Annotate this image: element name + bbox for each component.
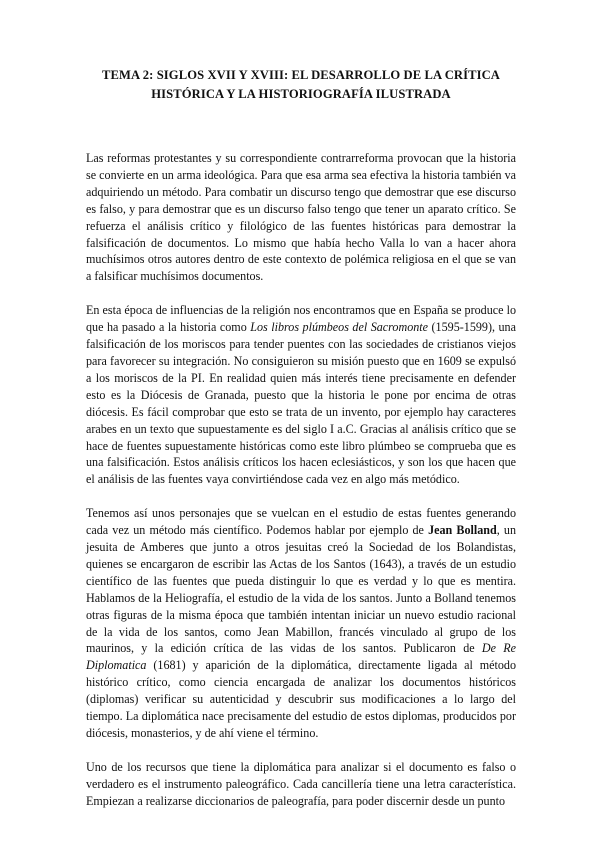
paragraph-3-bold-name: Jean Bolland bbox=[428, 523, 497, 538]
paragraph-2-text-b: (1595-1599), una falsificación de los moriscos para tender puentes con las sociedades de cristianos viejos para favorecer su integración. No consiguieron su misión puesto que en 1609 se expulsó a los moriscos de la PI. En realidad quien más interés tiene precisamente en defender esto es la Diócesis de Granada, puesto que la historia le pone por encima de otras diócesis. Es fácil comprobar que esto se trata de un invento, por ejemplo hay caracteres arabes en un texto que supuestamente es del siglo I a.C. Gracias al análisis crítico que se hace de fuentes supuestamente históricas como este libro plúmbeo se comprueba que es una falsificación. Estos análisis críticos los hacen eclesiásticos, y son los que hacen que el análisis de las fuentes vaya convirtiéndose cada vez en algo más metódico. bbox=[86, 320, 516, 487]
title-line-1: TEMA 2: SIGLOS XVII Y XVIII: EL DESARROLLO DE LA CRÍTICA bbox=[102, 68, 500, 82]
paragraph-3-text-a: Tenemos así unos personajes que se vuelcan en el estudio de estas fuentes generando cada vez un método más científico. Podemos hablar por ejemplo de bbox=[86, 506, 516, 538]
paragraph-2-text-a: En esta época de influencias de la religión nos encontramos que en España se produce lo que ha pasado a la historia como bbox=[86, 303, 516, 335]
paragraph-3-text-c: (1681) y aparición de la diplomática, directamente ligada al método histórico crítico, como ciencia encargada de analizar los documentos históricos (diplomas) verificar su autenticidad y descubrir sus modificaciones a lo largo del tiempo. La diplomática nace precisamente del estudio de estos diplomas, producidos por diócesis, monasterios, y de ahí viene el término. bbox=[86, 658, 516, 740]
title-line-2: HISTÓRICA Y LA HISTORIOGRAFÍA ILUSTRADA bbox=[151, 87, 451, 101]
paragraph-3 bbox=[86, 505, 516, 742]
paragraph-3-text-b: , un jesuita de Amberes que junto a otros jesuitas creó la Sociedad de los Bolandistas, quienes se encargaron de escribir las Actas de los Santos (1643), a través de un estudio científico de las fuentes que pueda distinguir lo que es verdad y lo que es mentira. Hablamos de la Heliografía, el estudio de la vida de los santos. Junto a Bolland tenemos otras figuras de la misma época que también intentan iniciar un nuevo estudio racional de la vida de los santos, como Jean Mabillon, francés vinculado al grupo de los maurinos, y la edición crítica de las vidas de los santos. Publicaron de bbox=[86, 523, 517, 656]
page-title bbox=[86, 66, 516, 104]
paragraph-2 bbox=[86, 302, 516, 488]
paragraph-3-italic-title: De Re Diplomatica bbox=[86, 641, 516, 673]
paragraph-4: Uno de los recursos que tiene la diplomática para analizar si el documento es falso o verdadero es el instrumento paleográfico. Cada cancillería tiene una letra característica. Empiezan a realizarse diccionarios de paleografía, para poder discernir desde un punto bbox=[86, 759, 516, 808]
paragraph-1: Las reformas protestantes y su correspondiente contrarreforma provocan que la historia se convierte en un arma ideológica. Para que esa arma sea efectiva la historia también va adquiriendo un método. Para combatir un discurso tengo que demostrar que ese discurso es falso, y para demostrar que es un discurso falso tengo que tener un aparato crítico. Se refuerza el análisis crítico y filológico de las fuentes históricas para demostrar la falsificación de documentos. Lo mismo que había hecho Valla lo van a hacer ahora muchísimos otros autores dentro de este contexto de polémica religiosa en el que se van a falsificar muchísimos documentos. bbox=[86, 151, 516, 284]
paragraph-2-italic-title: Los libros plúmbeos del Sacromonte bbox=[250, 320, 429, 335]
